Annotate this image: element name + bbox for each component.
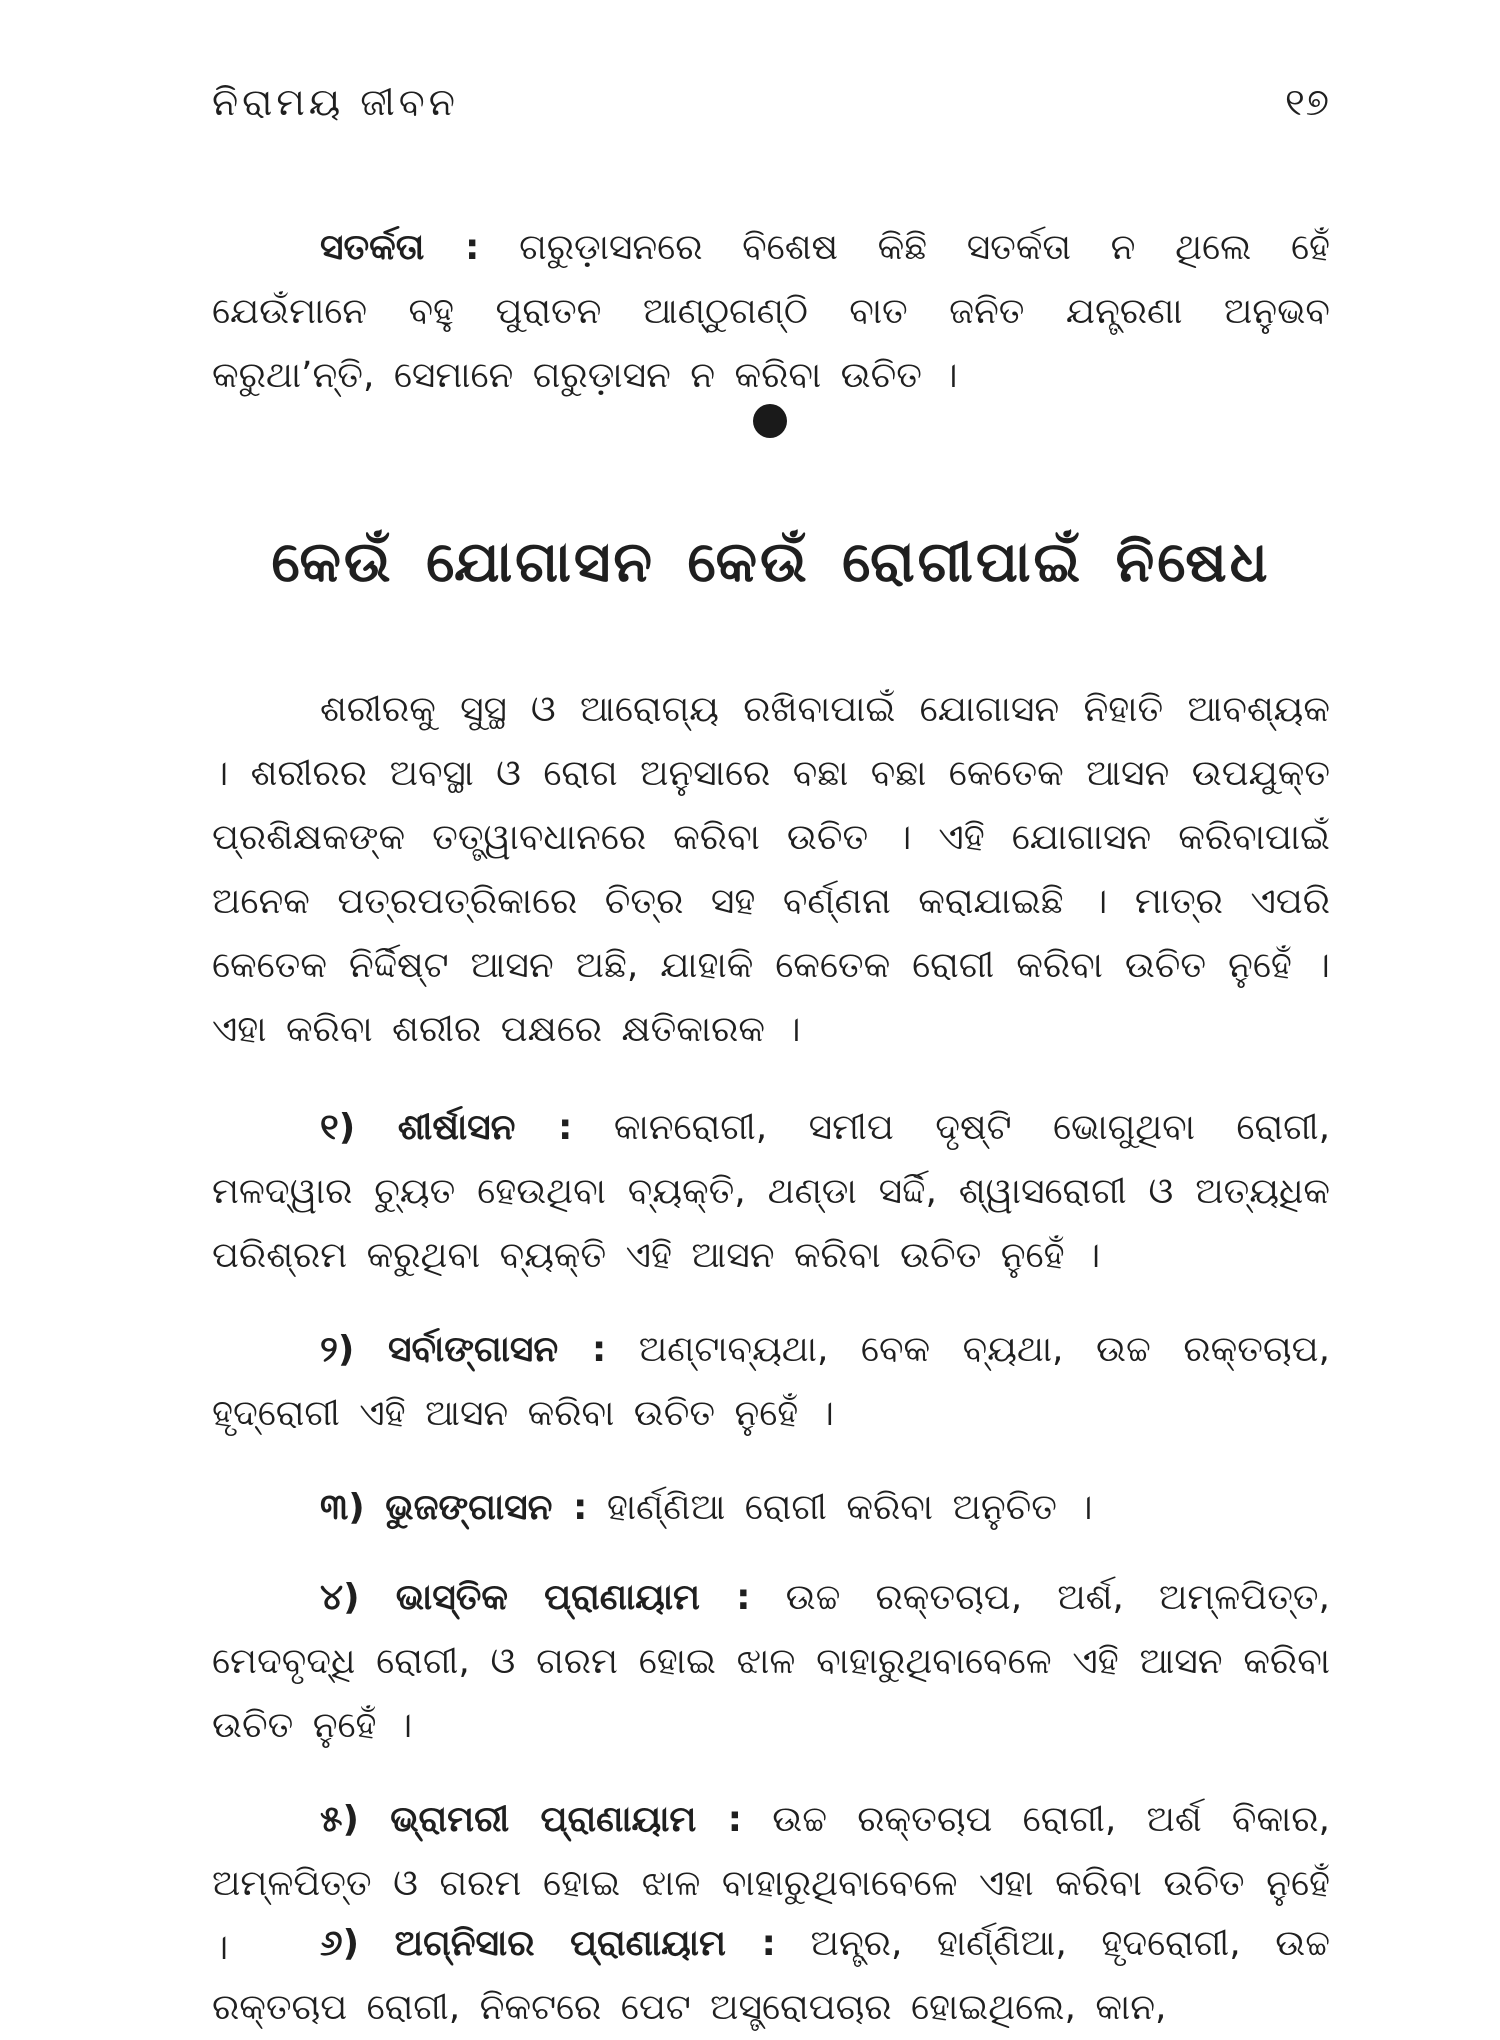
list-item xyxy=(212,1912,1330,2040)
item-text: ଅଣ୍ଟାବ୍ୟଥା, ବେକ ବ୍ୟଥା, ଉଚ୍ଚ ରକ୍ତଚାପ, ହୃଦ୍‌ରୋଗୀ ଏହି ଆସନ କରିବା ଉଚିତ ନୁହେଁ । xyxy=(212,1329,1330,1434)
item-text: ଅନ୍ତ୍ର, ହାର୍ଣ୍ଣିଆ, ହୃଦରୋଗୀ, ଉଚ୍ଚ ରକ୍ତଚାପ ରୋଗୀ, ନିକଟରେ ପେଟ ଅସ୍ତ୍ରୋପଚାର ହୋଇଥିଲେ, କାନ, xyxy=(212,1923,1330,2028)
section-divider-bullet xyxy=(753,404,787,438)
list-item xyxy=(212,1096,1330,1288)
item-label: ୩) ଭୁଜଙ୍ଗାସନ : xyxy=(320,1487,588,1528)
item-text: ଉଚ୍ଚ ରକ୍ତଚାପ ରୋଗୀ, ଅର୍ଶ ବିକାର, ଅମ୍ଳପିତ୍ତ ଓ ଗରମ ହୋଇ ଝାଳ ବାହାରୁଥିବାବେଳେ ଏହା କରିବା ଉଚିତ ନୁହେଁ । xyxy=(212,1799,1330,1968)
item-text: ହାର୍ଣ୍ଣିଆ ରୋଗୀ କରିବା ଅନୁଚିତ । xyxy=(606,1487,1093,1528)
item-label: ୨) ସର୍ବାଙ୍ଗାସନ : xyxy=(320,1329,607,1370)
section-heading: କେଉଁ ଯୋଗାସନ କେଉଁ ରୋଗୀପାଇଁ ନିଷେଧ xyxy=(271,530,1271,595)
item-label: ୫) ଭ୍ରାମରୀ ପ୍ରାଣାୟାମ : xyxy=(320,1799,743,1840)
list-item xyxy=(212,1566,1330,1758)
book-title: ନିରାମୟ ଜୀବନ xyxy=(212,79,459,124)
book-page xyxy=(212,60,1331,2028)
item-label: ୧) ଶୀର୍ଷାସନ : xyxy=(320,1107,573,1148)
item-label: ୬) ଅଗ୍ନିସାର ପ୍ରାଣାୟାମ : xyxy=(320,1923,776,1964)
precaution-label: ସତର୍କତା : xyxy=(320,227,480,268)
running-header xyxy=(212,72,1330,132)
item-text: କାନରୋଗୀ, ସମୀପ ଦୃଷ୍ଟି ଭୋଗୁଥିବା ରୋଗୀ, ମଳଦ୍ୱାର ଚ୍ୟୁତ ହେଉଥିବା ବ୍ୟକ୍ତି, ଥଣ୍ଡା ସର୍ଦ୍ଦି, ଶ୍ୱାସରୋଗୀ ଓ ଅତ୍ୟଧିକ ପରିଶ୍ରମ କରୁଥିବା ବ୍ୟକ୍ତି ଏହି ଆସନ କରିବା ଉଚିତ ନୁହେଁ । xyxy=(212,1107,1331,1276)
item-label: ୪) ଭାସ୍ତିକ ପ୍ରାଣାୟାମ : xyxy=(320,1577,751,1618)
intro-paragraph: ଶରୀରକୁ ସୁସ୍ଥ ଓ ଆରୋଗ୍ୟ ରଖିବାପାଇଁ ଯୋଗାସନ ନିହାତି ଆବଶ୍ୟକ । ଶରୀରର ଅବସ୍ଥା ଓ ରୋଗ ଅନୁସାରେ ବଛା ବଛା କେତେକ ଆସନ ଉପଯୁକ୍ତ ପ୍ରଶିକ୍ଷକଙ୍କ ତତ୍ତ୍ୱାବଧାନରେ କରିବା ଉଚିତ । ଏହି ଯୋଗାସନ କରିବାପାଇଁ ଅନେକ ପତ୍ରପତ୍ରିକାରେ ଚିତ୍ର ସହ ବର୍ଣ୍ଣନା କରାଯାଇଛି । ମାତ୍ର ଏପରି କେତେକ ନିର୍ଦ୍ଦିଷ୍ଟ ଆସନ ଅଛି, ଯାହାକି କେତେକ ରୋଗୀ କରିବା ଉଚିତ ନୁହେଁ । ଏହା କରିବା ଶରୀର ପକ୍ଷରେ କ୍ଷତିକାରକ । xyxy=(212,689,1330,1050)
precaution-paragraph xyxy=(212,216,1330,408)
precaution-text: ଗରୁଡ଼ାସନରେ ବିଶେଷ କିଛି ସତର୍କତା ନ ଥିଲେ ହେଁ ଯେଉଁମାନେ ବହୁ ପୁରାତନ ଆଣ୍ଠୁଗଣ୍ଠି ବାତ ଜନିତ ଯନ୍ତ୍ରଣା ଅନୁଭବ କରୁଥା’ନ୍ତି, ସେମାନେ ଗରୁଡ଼ାସନ ନ କରିବା ଉଚିତ । xyxy=(212,227,1330,396)
list-item xyxy=(212,1318,1330,1446)
list-item xyxy=(212,1476,1330,1540)
item-text: ଉଚ୍ଚ ରକ୍ତଚାପ, ଅର୍ଶ, ଅମ୍ଳପିତ୍ତ, ମେଦବୃଦ୍ଧି ରୋଗୀ, ଓ ଗରମ ହୋଇ ଝାଳ ବାହାରୁଥିବାବେଳେ ଏହି ଆସନ କରିବା ଉଚିତ ନୁହେଁ । xyxy=(212,1577,1330,1746)
page-number: ୧୭ xyxy=(1284,79,1330,124)
